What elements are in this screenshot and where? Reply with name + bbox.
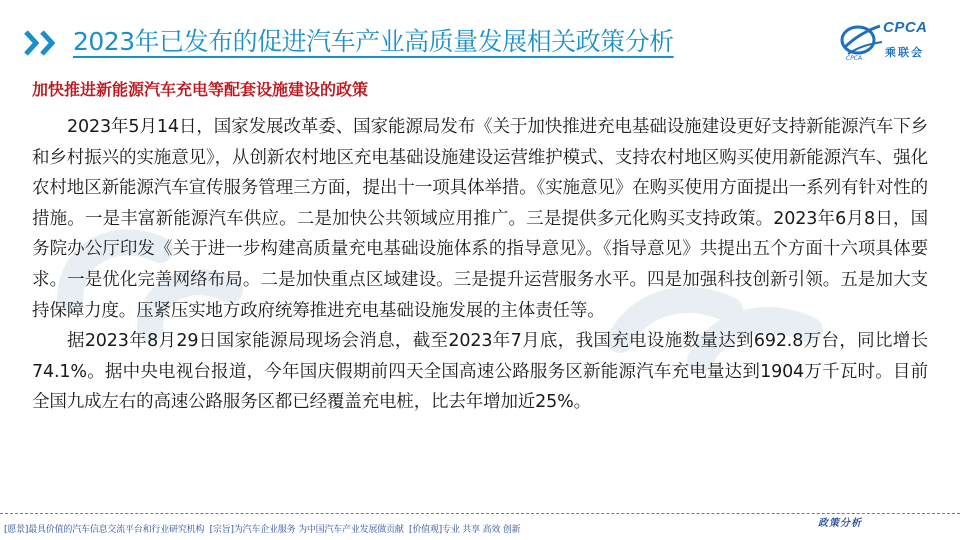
- section-heading: 加快推进新能源汽车充电等配套设施建设的政策: [32, 80, 369, 99]
- logo-abbreviation: CPCA: [846, 55, 863, 62]
- values-text: 专业 共享 高效 创新: [442, 525, 521, 535]
- logo-wordmark: CPCA: [883, 19, 928, 36]
- paragraph-statistics: 据2023年8月29日国家能源局现场会消息，截至2023年7月底，我国充电设施数量达到692.8万台，同比增长74.1%。据中央电视台报道，今年国庆假期前四天全国高速公路服务区新能源汽车充电量达到1904万千瓦时。目前全国九成左右的高速公路服务区都已经覆盖充电桩，比去年增加近25%。: [32, 331, 928, 413]
- body-text: [32, 112, 928, 418]
- purpose-tag: [宗旨]: [209, 525, 234, 535]
- paragraph-policy: 2023年5月14日，国家发展改革委、国家能源局发布《关于加快推进充电基础设施建设更好支持新能源汽车下乡和乡村振兴的实施意见》，从创新农村地区充电基础设施建设运营维护模式、支持农村地区购买使用新能源汽车、强化农村地区新能源汽车宣传服务管理三方面，提出十一项具体举措。《实施意见》在购买使用方面提出一系列有针对性的措施。一是丰富新能源汽车供应。二是加快公共领域应用推广。三是提供多元化购买支持政策。2023年6月8日，国务院办公厅印发《关于进一步构建高质量充电基础设施体系的指导意见》。《指导意见》共提出五个方面十六项具体要求。一是优化完善网络布局。二是加快重点区域建设。三是提升运营服务水平。四是加强科技创新引领。五是加大支持保障力度。压紧压实地方政府统筹推进充电基础设施发展的主体责任等。: [32, 117, 928, 321]
- logo-chinese-name: 乘联会: [885, 46, 924, 59]
- vision-text: 最具价值的汽车信息交流平台和行业研究机构: [28, 525, 205, 535]
- vision-tag: [愿景]: [4, 525, 29, 535]
- footer-section-label: 政策分析: [818, 518, 862, 529]
- double-chevron-icon: [24, 30, 68, 56]
- footer-mission: [4, 522, 520, 535]
- slide-header: [0, 0, 960, 72]
- purpose-text: 为汽车企业服务 为中国汽车产业发展做贡献: [233, 525, 404, 535]
- page-title: 2023年已发布的促进汽车产业高质量发展相关政策分析: [73, 27, 674, 56]
- footer-divider: [0, 513, 960, 515]
- values-tag: [价值观]: [409, 525, 443, 535]
